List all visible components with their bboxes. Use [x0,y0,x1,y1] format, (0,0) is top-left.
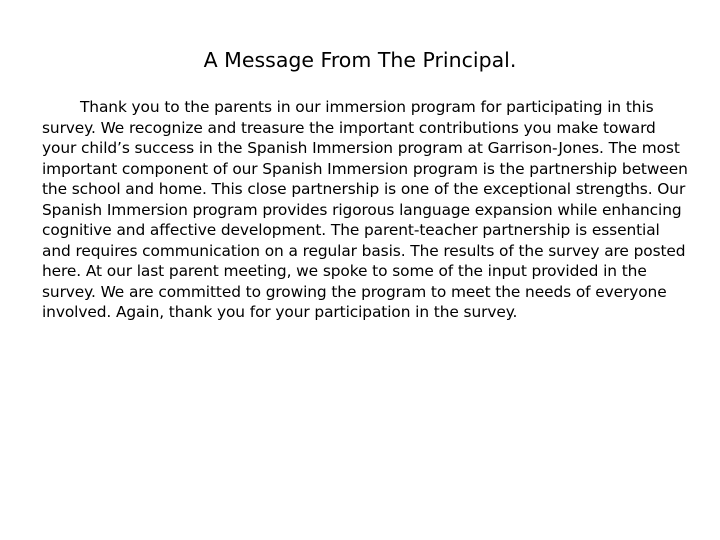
message-paragraph: Thank you to the parents in our immersion program for participating in this survey. We recognize and treasure the important contributions you make toward your child’s success in the Spanish Immersion program at Garrison-Jones. The most important component of our Spanish Immersion program is the partnership between the school and home. This close partnership is one of the exceptional strengths. Our Spanish Immersion program provides rigorous language expansion while enhancing cognitive and affective development. The parent-teacher partnership is essential and requires communication on a regular basis. The results of the survey are posted here. At our last parent meeting, we spoke to some of the input provided in the survey. We are committed to growing the program to meet the needs of everyone involved. Again, thank you for your participation in the survey. [42,98,688,321]
page-title: A Message From The Principal. [203,48,517,72]
